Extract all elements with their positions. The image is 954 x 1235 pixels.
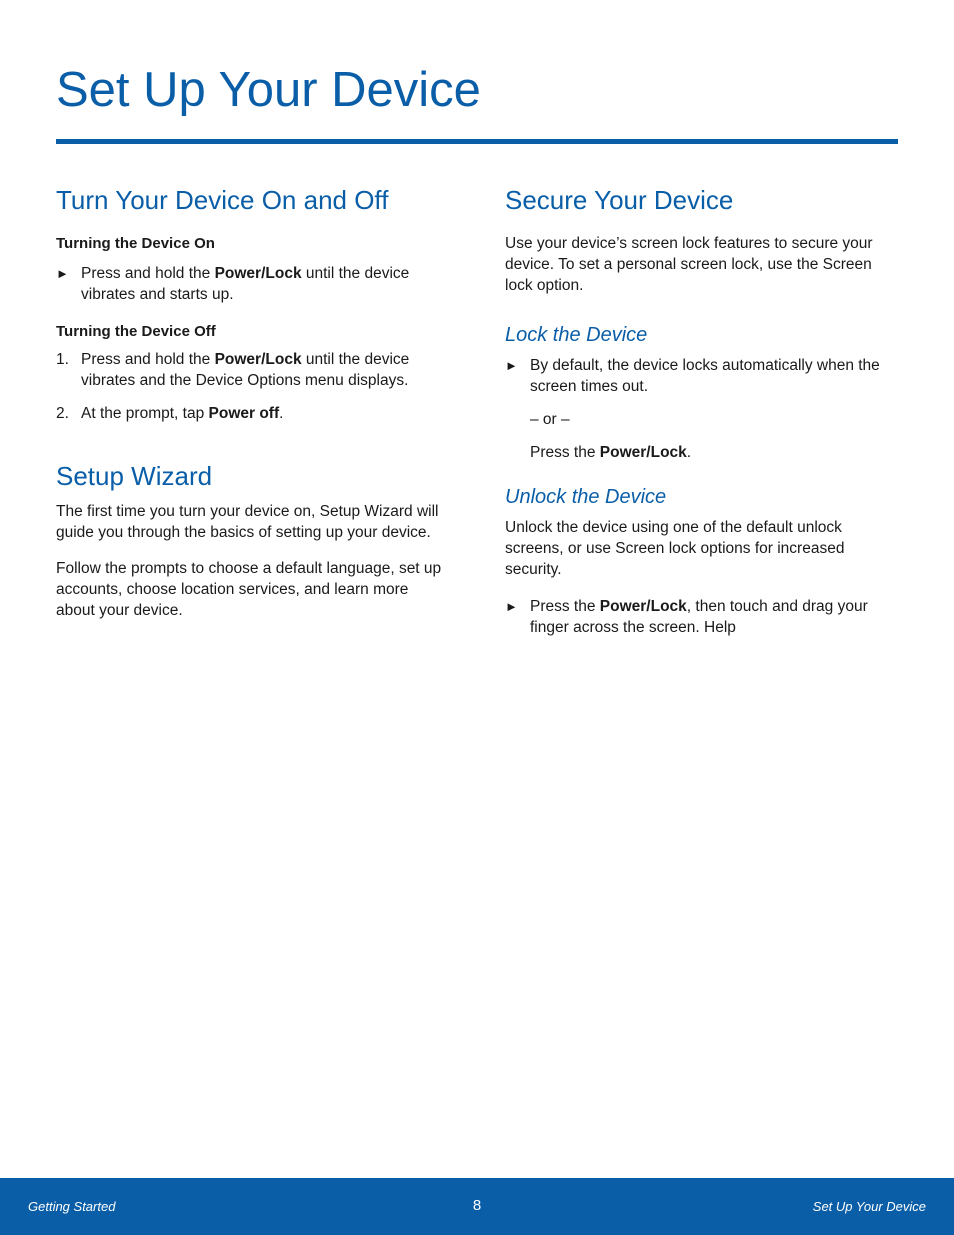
list-item-text: Press the Power/Lock, then touch and drag your finger across the screen. Help	[530, 598, 868, 637]
right-column	[505, 185, 897, 638]
page-footer	[0, 1178, 954, 1235]
section-heading-turn-on-off: Turn Your Device On and Off	[56, 185, 389, 215]
or-separator: – or –	[530, 411, 570, 429]
paragraph: Unlock the device using one of the default unlock screens, or use Screen lock options for increased security.	[505, 519, 845, 579]
paragraph: The first time you turn your device on, Setup Wizard will guide you through the basics of setting up your device.	[56, 503, 439, 542]
left-column	[56, 185, 448, 621]
list-item-text: By default, the device locks automatically when the screen times out.	[530, 357, 880, 396]
bullet-arrow-icon: ►	[505, 358, 518, 374]
paragraph: Follow the prompts to choose a default language, set up accounts, choose location services, and learn more about your device.	[56, 560, 442, 620]
page-title: Set Up Your Device	[56, 63, 481, 117]
paragraph: Use your device’s screen lock features to secure your device. To set a personal screen lock, use the Screen lock option.	[505, 235, 873, 295]
paragraph: Press the Power/Lock.	[530, 444, 692, 462]
footer-section-title: Set Up Your Device	[812, 1199, 926, 1214]
list-item	[56, 403, 448, 424]
list-item	[505, 355, 897, 397]
subsection-heading-unlock: Unlock the Device	[505, 486, 667, 509]
section-heading-setup-wizard: Setup Wizard	[56, 461, 213, 492]
title-divider	[56, 139, 898, 144]
list-number: 2.	[56, 405, 69, 423]
list-item	[56, 349, 448, 391]
list-item-text: Press and hold the Power/Lock until the device vibrates and starts up.	[81, 264, 410, 303]
list-item-text: Press and hold the Power/Lock until the device vibrates and the Device Options menu displays.	[81, 351, 410, 390]
subsection-heading-lock: Lock the Device	[505, 324, 648, 347]
list-item	[505, 596, 897, 638]
subheading-turning-on: Turning the Device On	[56, 235, 215, 253]
bullet-arrow-icon: ►	[56, 265, 69, 281]
subheading-turning-off: Turning the Device Off	[56, 322, 216, 340]
section-heading-secure: Secure Your Device	[505, 185, 734, 215]
footer-page-number: 8	[472, 1197, 482, 1214]
footer-chapter-title: Getting Started	[28, 1199, 116, 1214]
bullet-arrow-icon: ►	[505, 599, 518, 615]
list-item	[56, 263, 448, 305]
list-number: 1.	[56, 351, 69, 369]
list-item-text: At the prompt, tap Power off.	[81, 405, 284, 423]
